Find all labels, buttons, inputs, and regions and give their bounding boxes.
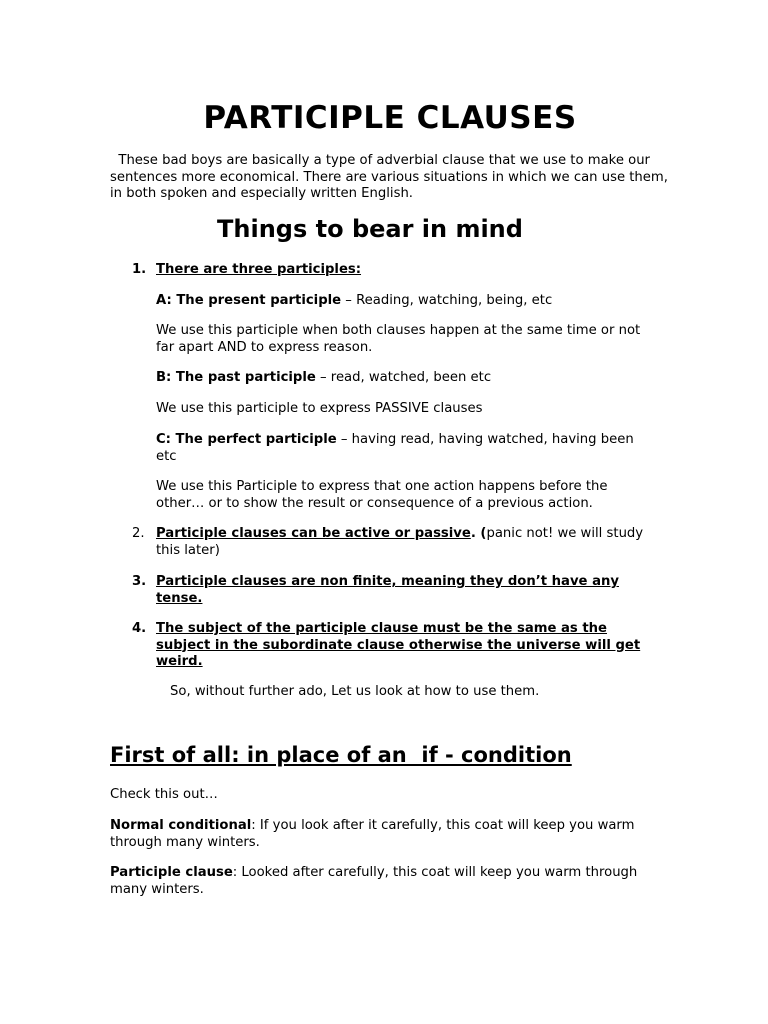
perfect-participle-line (156, 432, 646, 465)
normal-conditional-label: Normal conditional (110, 818, 252, 833)
participle-clause-label: Participle clause (110, 865, 233, 880)
past-participle-line (156, 370, 676, 387)
perfect-participle-label: C: The perfect participle (156, 432, 337, 447)
intro-paragraph (110, 153, 670, 203)
item-2-number: 2. (132, 526, 145, 541)
item-2-heading: Participle clauses can be active or passive (156, 526, 471, 541)
item-4-heading: The subject of the participle clause must be the same as the subject in the subordinate clause otherwise the universe will get weird. (156, 621, 641, 669)
participle-clause-example (110, 865, 650, 898)
present-participle-examples: – Reading, watching, being, etc (341, 293, 553, 308)
item-2-rest: panic not! we will study this later) (156, 526, 644, 558)
item-1-heading: There are three participles: (156, 262, 362, 277)
item-2-punctuation: . ( (470, 526, 487, 541)
item-2-text (156, 526, 646, 559)
present-participle-line (156, 293, 676, 310)
item-3-heading: Participle clauses are non finite, meaning they don’t have any tense. (156, 574, 619, 606)
normal-conditional-text: : If you look after it carefully, this coat will keep you warm through many winters. (110, 818, 635, 850)
past-participle-desc: We use this participle to express PASSIVE clauses (156, 401, 483, 416)
perfect-participle-examples: – having read, having watched, having been etc (156, 432, 634, 464)
section-subtitle: Things to bear in mind (217, 215, 523, 243)
item-3-number: 3. (132, 574, 147, 589)
past-participle-examples: – read, watched, been etc (315, 370, 492, 385)
participle-clause-text: : Looked after carefully, this coat will keep you warm through many winters. (110, 865, 638, 897)
present-participle-desc: We use this participle when both clauses happen at the same time or not far apart AND to express reason. (156, 323, 641, 355)
transition-text: So, without further ado, Let us look at how to use them. (170, 684, 540, 699)
page-title: PARTICIPLE CLAUSES (203, 100, 577, 136)
past-participle-label: B: The past participle (156, 370, 316, 385)
section-lead: Check this out… (110, 787, 218, 802)
item-1-number: 1. (132, 262, 147, 277)
item-4-number: 4. (132, 621, 147, 636)
perfect-participle-desc: We use this Participle to express that one action happens before the other… or to show the result or consequence of a previous action. (156, 479, 608, 511)
present-participle-label: A: The present participle (156, 293, 342, 308)
section-heading: First of all: in place of an if - condition (110, 743, 572, 767)
normal-conditional-example (110, 818, 650, 851)
intro-text: These bad boys are basically a type of adverbial clause that we use to make our sentences more economical. There are various situations in which we can use them, in both spoken and especially written English. (110, 153, 668, 201)
